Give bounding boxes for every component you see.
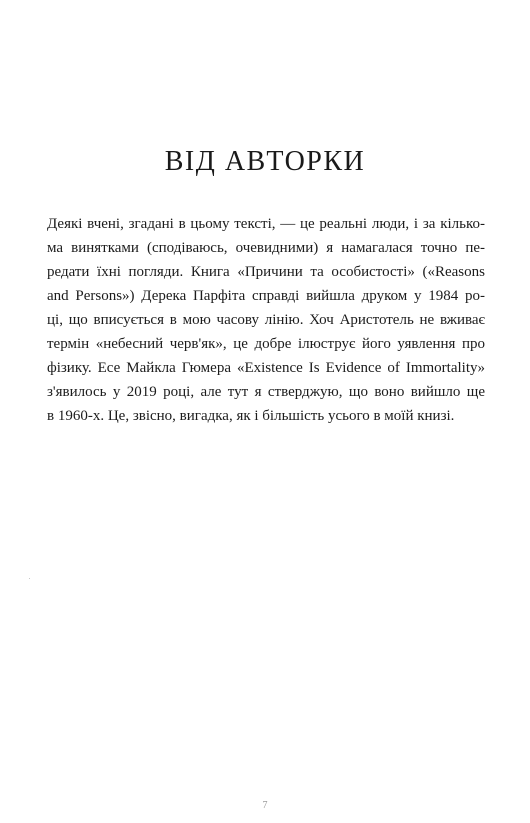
paragraph-line: редати їхні погляди. Книга «Причини та особистості» («Reasons (47, 264, 485, 280)
paragraph-line: ці, що вписується в мою часову лінію. Хоч Аристотель не вживає (47, 312, 485, 328)
paragraph-line: ма винятками (сподіваюсь, очевидними) я намагалася точно пе- (47, 240, 485, 256)
paragraph-line: термін «небесний черв'як», це добре ілюструє його уявлення про (47, 336, 485, 352)
page-number: 7 (262, 800, 268, 811)
paragraph-line: фізику. Есе Майкла Гюмера «Existence Is Evidence of Immortality» (47, 360, 485, 376)
paragraph-line: and Persons») Дерека Парфіта справді вийшла друком у 1984 ро- (47, 288, 485, 304)
paragraph-line: з'явилось у 2019 році, але тут я стверджую, що воно вийшло ще (47, 384, 485, 400)
author-note-paragraph (47, 212, 485, 428)
paragraph-line: Деякі вчені, згадані в цьому тексті, — це реальні люди, і за кілько- (47, 216, 485, 232)
paragraph-line: в 1960-х. Це, звісно, вигадка, як і більшість усього в моїй книзі. (47, 408, 455, 424)
scan-speck (29, 578, 30, 579)
page-title: ВІД АВТОРКИ (164, 146, 366, 177)
